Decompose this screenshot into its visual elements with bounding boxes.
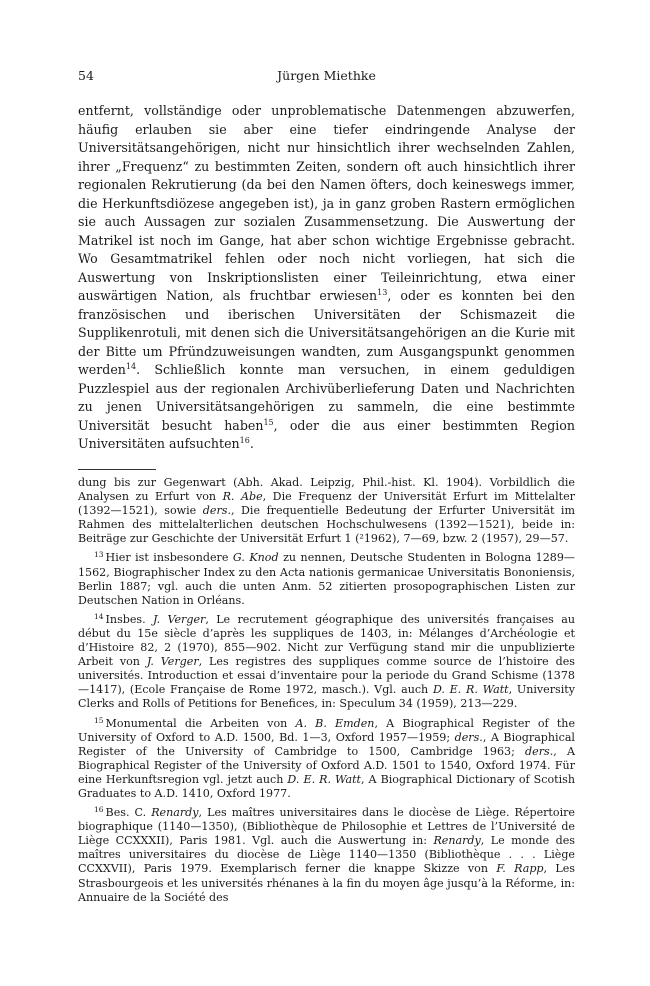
author-name: ders.: [525, 744, 554, 758]
author-name: J. Verger: [153, 612, 206, 626]
body-text-segment: entfernt, vollständige oder unproblematische Datenmengen abzuwerfen, häufig erlauben sie aber eine tiefer eindringende Analyse der Universitätsangehörigen, nicht nur hinsichtlich ihrer wechselnden Zahlen, ihrer „Frequenz“ zu bestimmten Zeiten, sondern oft auch hinsichtlich ihrer regionalen Rekrutierung (da bei den Namen öfters, doch keineswegs immer, die Herkunftsdiözese angegeben ist), ja in ganz groben Rastern ermöglichen sie auch Aussagen zur sozialen Zusammensetzung. Die Auswertung der Matrikel ist noch im Gange, hat aber schon wichtige Ergebnisse gebracht. Wo Gesamtmatrikel fehlen oder noch nicht vorliegen, hat sich die Auswertung von Inskriptionslisten einer Teileinrichtung, etwa einer auswärtigen Nation, als fruchtbar erwiesen: [78, 103, 575, 303]
footnote-text: , Les Strasbourgeois et les universités rhénanes à la fin du moyen âge jusqu’à la Réforme, in: Annuaire de la Société des: [78, 862, 576, 904]
footnote-number: 16: [94, 805, 104, 815]
footnote-number: 15: [94, 715, 104, 725]
footnote-text: , Die Frequenz der Universität Erfurt im Mittelalter (1392—1521), sowie: [78, 490, 575, 518]
footnote-text: , A Biographical Register of the University of Oxford to A.D. 1500, Bd. 1—3, Oxford 1957—1959;: [78, 716, 576, 744]
footnote-14: [78, 610, 575, 712]
footnote-15: [78, 714, 575, 802]
footnote-continuation: [78, 476, 575, 546]
footnote-reference[interactable]: 16: [239, 436, 250, 445]
footnote-divider: [78, 469, 156, 470]
page-number: 54: [78, 68, 94, 83]
author-name: Renardy: [433, 834, 481, 848]
footnote-text: , Le monde des maîtres universitaires du diocèse de Liège 1140—1350 (Bibliothèque . . . Liège CCXXVII), Paris 1979. Exemplarisch ferner die knappe Skizze von: [78, 834, 575, 876]
footnote-16: [78, 803, 575, 905]
author-name: D. E. R. Watt: [432, 683, 509, 697]
footnote-text: Bes. C.: [105, 806, 152, 820]
footnote-text: zu nennen, Deutsche Studenten in Bologna 1289—1562, Biographischer Index zu den Acta nationis germanicae Universitatis Bononiensis, Berlin 1887; vgl. auch die unten Anm. 52 zitierten prosopographischen Listen zur Deutschen Nation in Orléans.: [78, 551, 575, 607]
footnote-reference[interactable]: 15: [263, 417, 274, 427]
footnote-number: 13: [94, 550, 104, 560]
body-text-segment: .: [249, 436, 254, 451]
footnote-text: , A Biographical Register of the University of Cambridge to 1500, Cambridge 1963;: [78, 730, 575, 758]
author-name: ders.: [202, 504, 231, 518]
author-name: R. Abe: [222, 490, 263, 504]
author-name: D. E. R. Watt: [287, 772, 361, 786]
footnote-13: [78, 548, 575, 607]
body-paragraph: [78, 102, 575, 454]
body-text-segment: , oder die aus einer bestimmten Region Universitäten aufsuchten: [78, 417, 576, 451]
footnote-text: , A Biographical Dictionary of Scotish Graduates to A.D. 1410, Oxford 1977.: [78, 772, 576, 800]
footnotes: [78, 476, 575, 905]
author-name: F. Rapp: [496, 862, 544, 876]
author-name: ders.: [454, 730, 483, 744]
footnote-reference[interactable]: 13: [377, 288, 388, 297]
footnote-text: , Les registres des suppliques comme source de l’histoire des universités. Introduction et essai d’inventaire pour la periode du Grand Schisme (1378—1417), (Ecole Française de Rome 1972, masch.). Vgl. auch: [78, 655, 575, 697]
author-name: A. B. Emden: [295, 716, 375, 730]
page-header: [78, 68, 575, 86]
footnote-text: , University Clerks and Rolls of Petitions for Benefices, in: Speculum 34 (1959), 213—229.: [78, 683, 576, 711]
footnote-text: , A Biographical Register of the University of Oxford A.D. 1501 to 1540, Oxford 1974. Für eine Herkunftsregion vgl. jetzt auch: [78, 744, 575, 786]
footnote-number: 14: [94, 611, 104, 621]
author-name: J. Verger: [146, 655, 199, 669]
footnote-text: Monumental die Arbeiten von: [105, 716, 296, 730]
author-name: Renardy: [151, 806, 199, 820]
footnote-text: dung bis zur Gegenwart (Abh. Akad. Leipzig, Phil.-hist. Kl. 1904). Vorbildlich die Analysen zu Erfurt von: [78, 476, 575, 504]
body-text-segment: , oder es konnten bei den französischen und iberischen Universitäten der Schismazeit die Supplikenrotuli, mit denen sich die Universitätsangehörigen an die Kurie mit der Bitte um Pfründzuweisungen wandten, zum Ausgangspunkt genommen werden: [78, 288, 576, 377]
footnote-text: , Les maîtres universitaires dans le diocèse de Liège. Répertoire biographique (1140—1350), (Bibliothèque de Philosophie et Lettres de l’Université de Liège CCXXXII), Paris 1981. Vgl. auch die Auswertung in:: [78, 806, 575, 848]
author-name: G. Knod: [232, 551, 279, 565]
body-text-segment: . Schließlich konnte man versuchen, in einem geduldigen Puzzlespiel aus der regionalen Archivüberlieferung Daten und Nachrichten zu jenen Universitätsangehörigen zu sammeln, die eine bestimmte Universität besucht haben: [78, 362, 575, 433]
footnote-text: Insbes.: [105, 612, 154, 626]
footnote-text: , Le recrutement géographique des universités françaises au début du 15e siècle d’après les suppliques de 1403, in: Mélanges d’Archéologie et d’Histoire 82, 2 (1970), 855—902. Nicht zur Verfügung stand mir die unpublizierte Arbeit von: [78, 612, 575, 669]
footnote-text: Hier ist insbesondere: [105, 551, 233, 565]
footnote-reference[interactable]: 14: [125, 362, 137, 371]
running-title: Jürgen Miethke: [277, 68, 376, 83]
footnote-text: , Die frequentielle Bedeutung der Erfurter Universität im Rahmen des mittelalterlichen deutschen Hochschulwesens (1392—1521), beide in: Beiträge zur Geschichte der Universität Erfurt 1 (²1962), 7—69, bzw. 2 (1957), 29—57.: [78, 504, 576, 546]
